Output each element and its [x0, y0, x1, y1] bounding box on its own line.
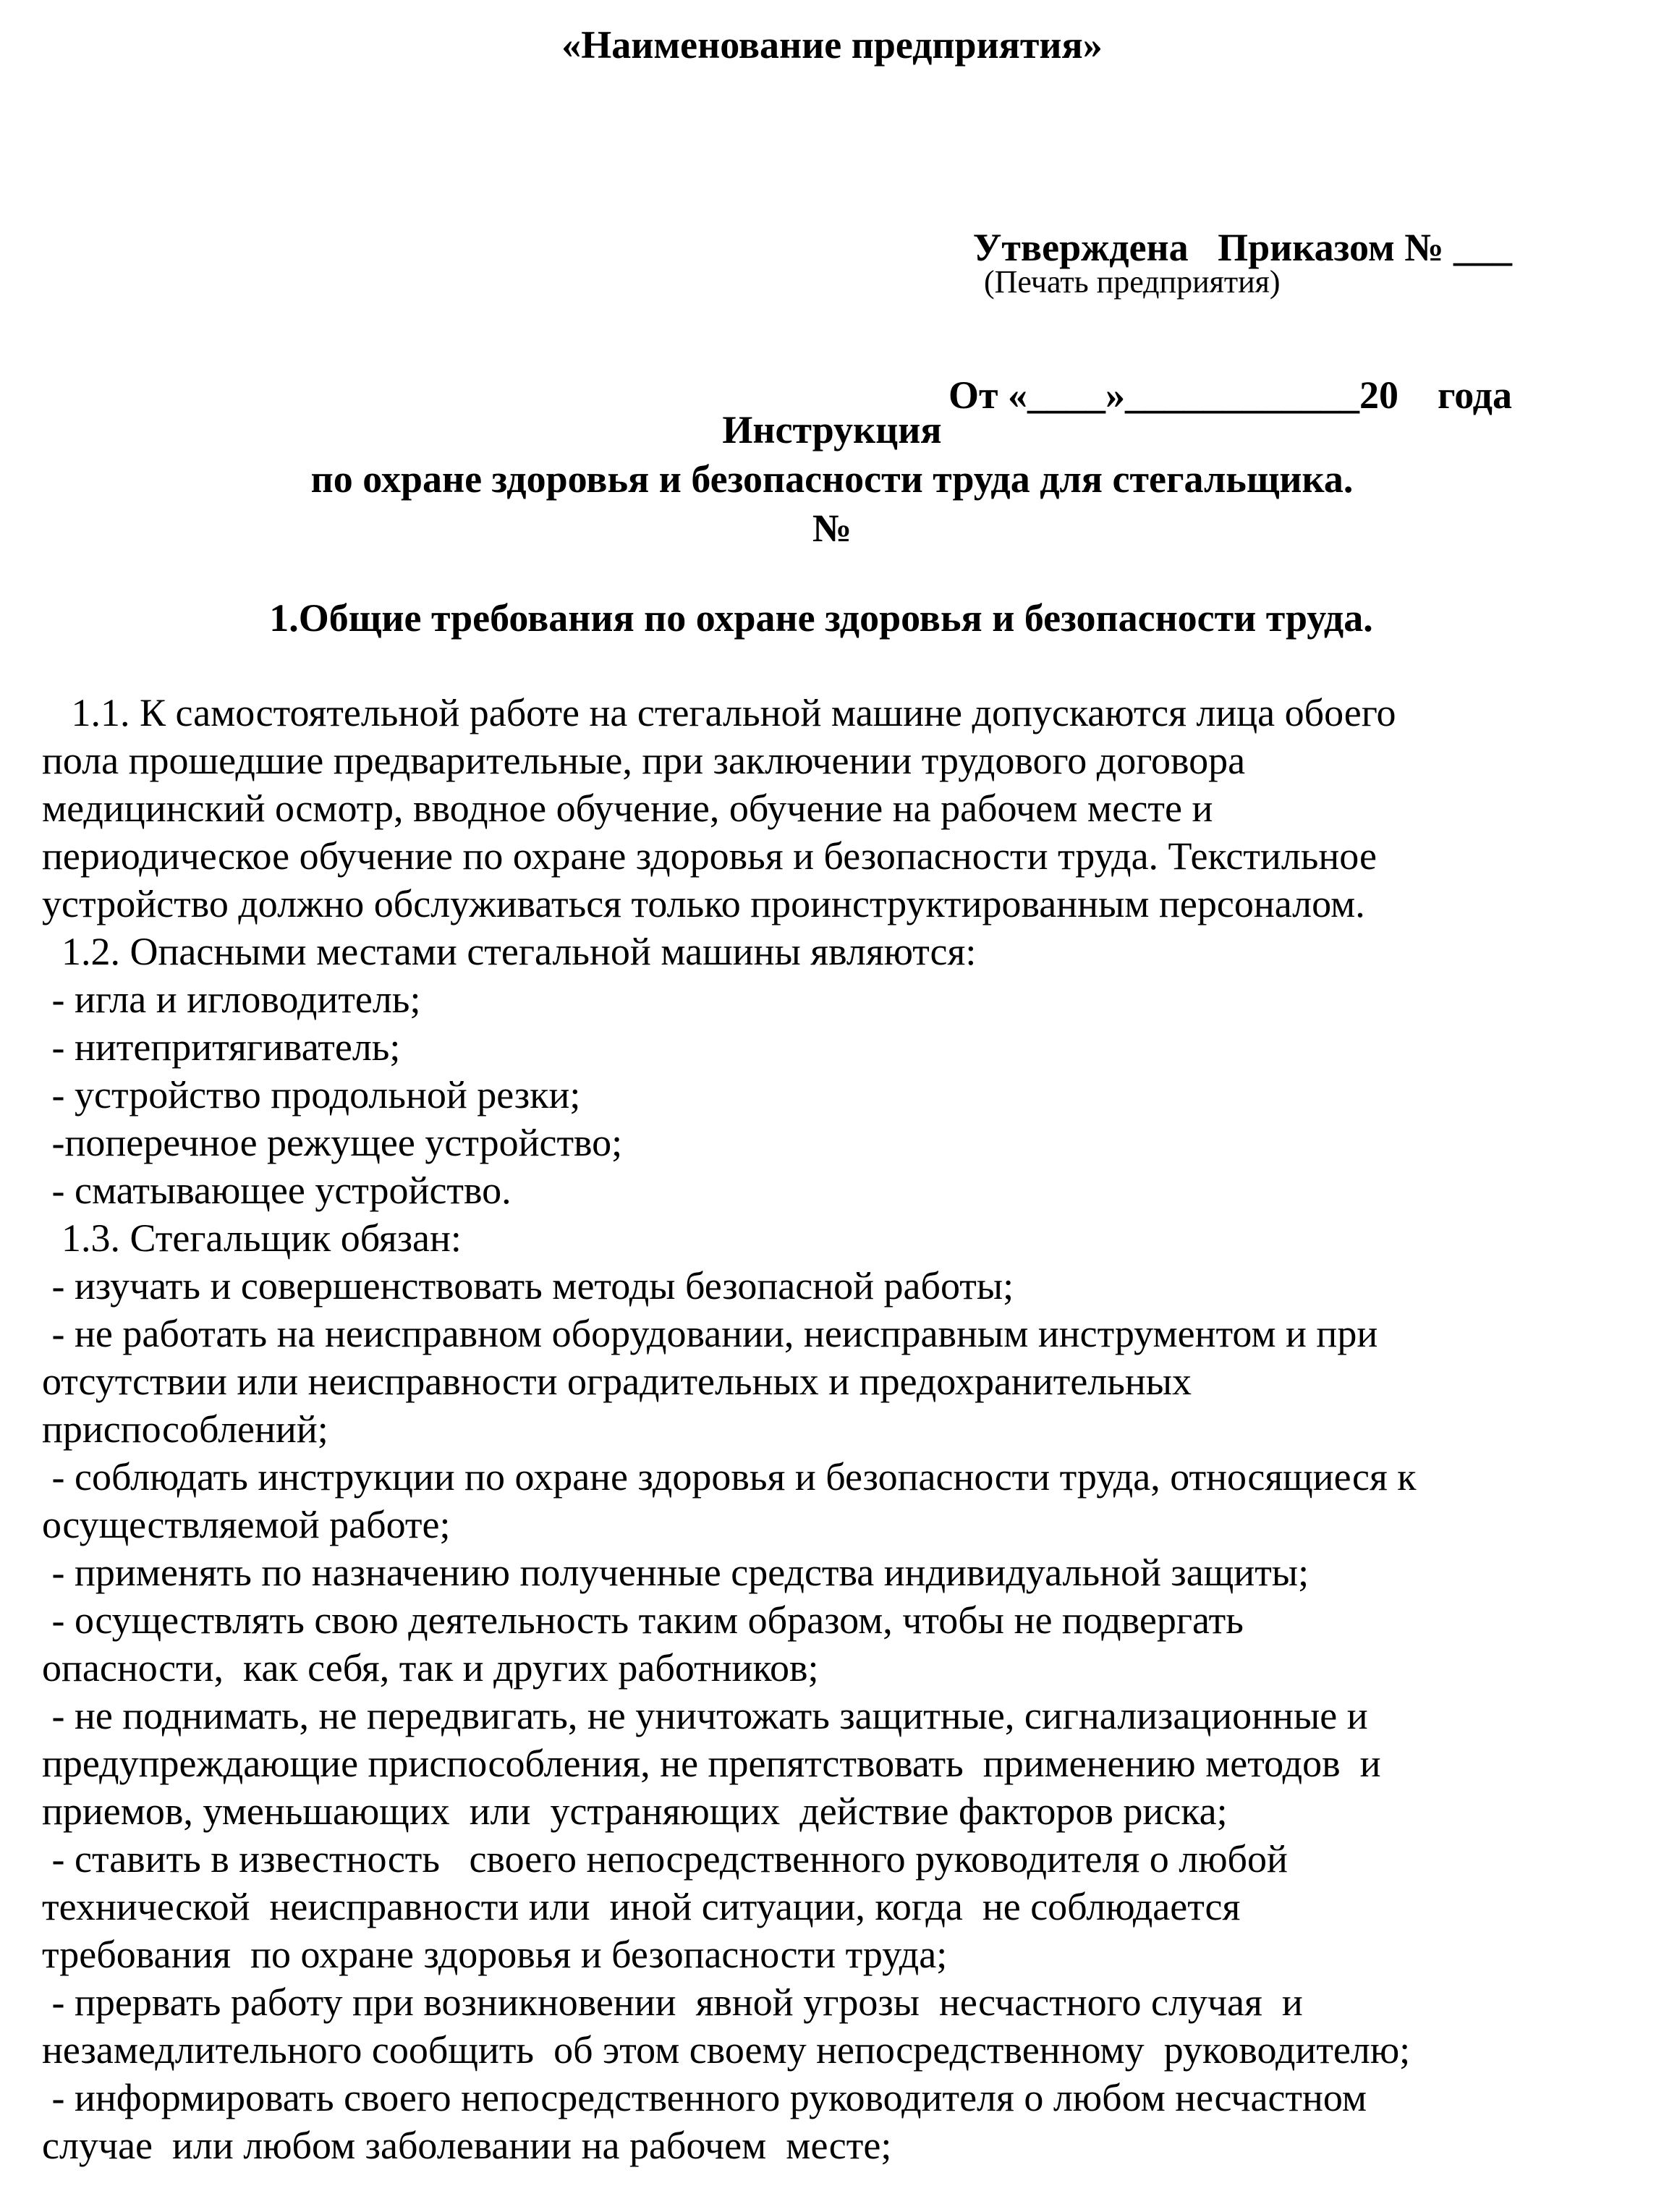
body-line: - не работать на неисправном оборудовании, неисправным инструментом и при	[42, 1312, 1378, 1355]
title-line-2: по охране здоровья и безопасности труда для стегальщика.	[310, 457, 1354, 501]
body-line: - ставить в известность своего непосредственного руководителя о любой	[42, 1837, 1288, 1881]
body-line: предупреждающие приспособления, не препятствовать применению методов и	[42, 1742, 1381, 1785]
body-line: опасности, как себя, так и других работников;	[42, 1646, 819, 1690]
body-line: - изучать и совершенствовать методы безопасной работы;	[42, 1264, 1014, 1308]
body-line: - сматывающее устройство.	[42, 1169, 511, 1212]
body-line: 1.1. К самостоятельной работе на стегальной машине допускаются лица обоего	[42, 691, 1396, 734]
body-line: - информировать своего непосредственного руководителя о любом несчастном	[42, 2076, 1367, 2119]
title-line-1: Инструкция	[722, 408, 942, 452]
seal-note: (Печать предприятия)	[984, 264, 1281, 300]
body-line: медицинский осмотр, вводное обучение, обучение на рабочем месте и	[42, 787, 1213, 830]
approval-order-line: Утверждена Приказом № ___	[972, 226, 1512, 269]
body-line: 1.3. Стегальщик обязан:	[42, 1216, 462, 1260]
body-line: - применять по назначению полученные средства индивидуальной защиты;	[42, 1551, 1309, 1594]
body-line: 1.2. Опасными местами стегальной машины являются:	[42, 930, 977, 973]
body-line: - игла и игловодитель;	[42, 978, 421, 1021]
body-line: - осуществлять свою деятельность таким образом, чтобы не подвергать	[42, 1598, 1244, 1642]
body-line: пола прошедшие предварительные, при заключении трудового договора	[42, 739, 1246, 782]
body-line: периодическое обучение по охране здоровья и безопасности труда. Текстильное	[42, 834, 1377, 878]
body-line: -поперечное режущее устройство;	[42, 1121, 623, 1164]
body-line: приспособлений;	[42, 1407, 328, 1451]
body-line: - соблюдать инструкции по охране здоровья и безопасности труда, относящиеся к	[42, 1455, 1417, 1499]
body-line: - не поднимать, не передвигать, не уничтожать защитные, сигнализационные и	[42, 1694, 1368, 1737]
body-line: случае или любом заболевании на рабочем месте;	[42, 2124, 892, 2167]
body-line: - нитепритягиватель;	[42, 1025, 401, 1069]
body-line: - устройство продольной резки;	[42, 1073, 581, 1116]
section-1-body	[42, 689, 1619, 2169]
body-line: технической неисправности или иной ситуации, когда не соблюдается	[42, 1885, 1241, 1928]
body-line: требования по охране здоровья и безопасности труда;	[42, 1933, 948, 1976]
body-line: незамедлительного сообщить об этом своему непосредственному руководителю;	[42, 2028, 1411, 2072]
company-name: «Наименование предприятия»	[561, 23, 1103, 67]
body-line: - прервать работу при возникновении явной угрозы несчастного случая и	[42, 1980, 1303, 2024]
body-line: приемов, уменьшающих или устраняющих действие факторов риска;	[42, 1789, 1228, 1833]
body-line: устройство должно обслуживаться только проинструктированным персоналом.	[42, 882, 1365, 925]
body-line: осуществляемой работе;	[42, 1503, 451, 1546]
section-1-heading: 1.Общие требования по охране здоровья и безопасности труда.	[269, 596, 1373, 640]
title-number: №	[812, 507, 852, 550]
body-line: отсутствии или неисправности оградительных и предохранительных	[42, 1360, 1192, 1403]
document-title	[0, 405, 1664, 553]
approval-date-line: От «____»____________20 года	[948, 373, 1512, 417]
